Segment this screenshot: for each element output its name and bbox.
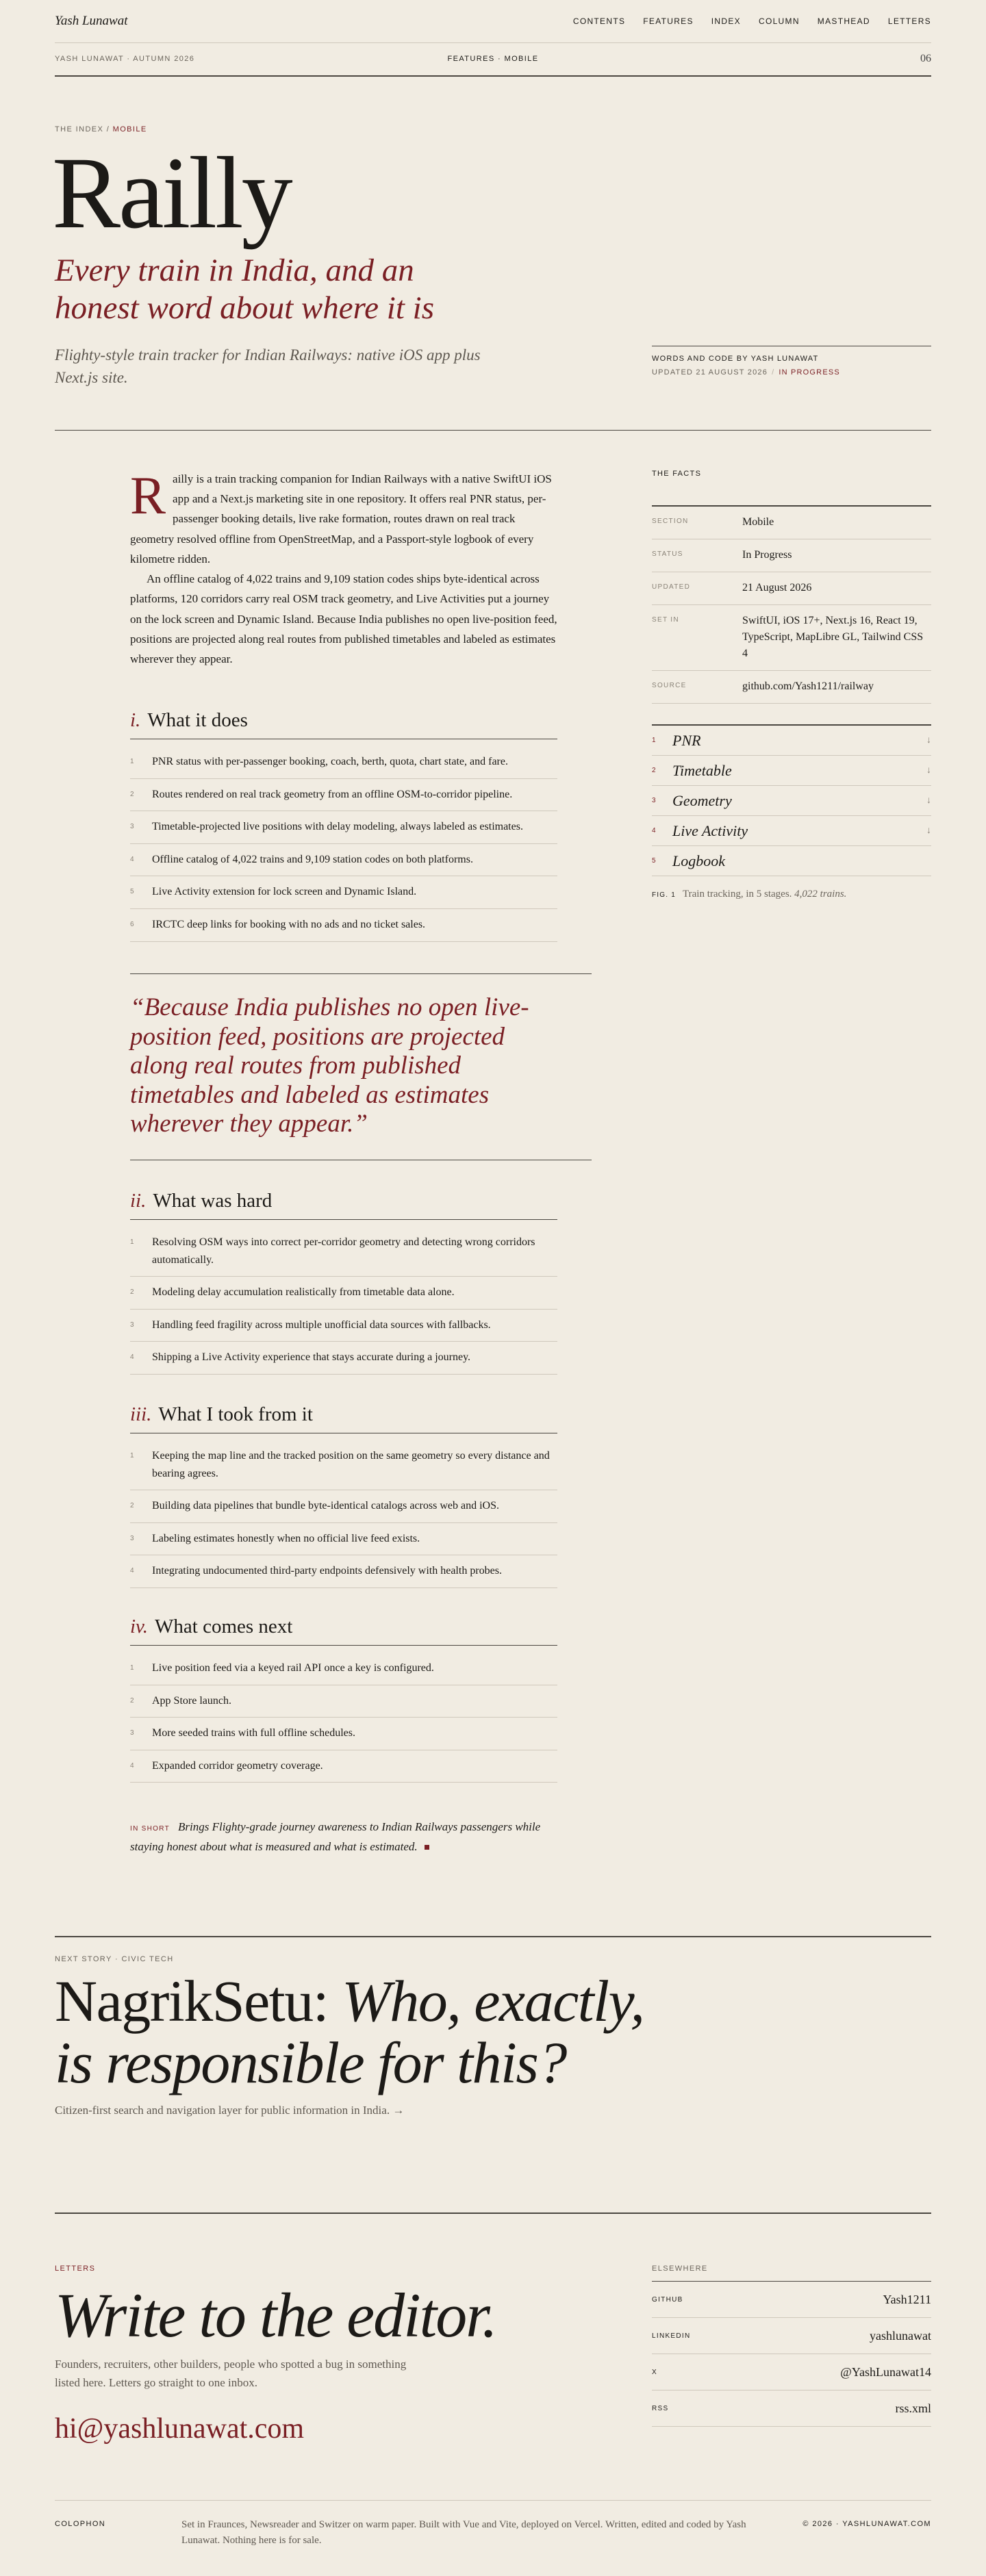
stage-item	[652, 786, 931, 816]
list-item-text: Building data pipelines that bundle byte-identical catalogs across web and iOS.	[152, 1500, 499, 1512]
next-story[interactable]	[55, 1936, 931, 2117]
elsewhere-link[interactable]: rss.xml	[895, 2401, 931, 2415]
updated-date: UPDATED 21 AUGUST 2026	[652, 368, 768, 377]
letters-label: LETTERS	[55, 2265, 96, 2273]
list-item-text: Handling feed fragility across multiple unofficial data sources with fallbacks.	[152, 1318, 491, 1331]
elsewhere-link[interactable]: @YashLunawat14	[840, 2364, 931, 2379]
list-item-text: Keeping the map line and the tracked position on the same geometry so every distance and bearing agrees.	[152, 1450, 550, 1479]
running-head-section: FEATURES · MOBILE	[447, 55, 539, 63]
list-item-text: More seeded trains with full offline schedules.	[152, 1727, 355, 1739]
breadcrumb-category[interactable]: MOBILE	[112, 125, 147, 133]
facts-heading: THE FACTS	[652, 470, 931, 507]
elsewhere-link[interactable]: Yash1211	[883, 2292, 931, 2306]
list-item-text: Timetable-projected live positions with delay modeling, always labeled as estimates.	[152, 821, 523, 833]
byline-author: WORDS AND CODE BY YASH LUNAWAT	[652, 355, 819, 363]
nav-link-index[interactable]: INDEX	[711, 16, 741, 26]
email-link[interactable]: hi@yashlunawat.com	[55, 2413, 305, 2445]
list-item: 2 Routes rendered on real track geometry from an offline OSM-to-corridor pipeline.	[130, 779, 557, 812]
standfirst: Flighty-style train tracker for Indian Railways: native iOS app plus Next.js site.	[55, 346, 481, 387]
stage-label: PNR	[672, 731, 701, 749]
section-list	[130, 1227, 557, 1375]
next-story-title-italic: Who, exactly, is responsible for this?	[55, 1968, 644, 2096]
elsewhere-row-github[interactable]	[652, 2282, 931, 2318]
figure-label: FIG. 1	[652, 891, 676, 899]
stage-label: Geometry	[672, 791, 732, 809]
list-item: 3 More seeded trains with full offline schedules.	[130, 1718, 557, 1750]
intro-text: ailly is a train tracking companion for Indian Railways with a native SwiftUI iOS app and a Next.js marketing site in one repository. It offers real PNR status, per-passenger booking details, live rake formation, routes drawn on real track geometry resolved offline from OpenStreetMap, and a Passport-style logbook of every kilometre ridden.	[130, 472, 552, 565]
list-item: 1 Resolving OSM ways into correct per-corridor geometry and detecting wrong corridors automatically.	[130, 1227, 557, 1277]
byline	[652, 346, 931, 377]
article-body	[130, 466, 557, 669]
stage-label: Live Activity	[672, 821, 748, 839]
list-item-text: Shipping a Live Activity experience that stays accurate during a journey.	[152, 1351, 471, 1364]
elsewhere-link[interactable]: yashlunawat	[870, 2328, 931, 2343]
list-item-text: Resolving OSM ways into correct per-corridor geometry and detecting wrong corridors automatically.	[152, 1236, 535, 1266]
list-item-text: Live Activity extension for lock screen and Dynamic Island.	[152, 886, 417, 898]
colophon-label: COLOPHON	[55, 2520, 106, 2528]
page-number: 06	[920, 53, 931, 64]
elsewhere-row-rss[interactable]	[652, 2390, 931, 2427]
elsewhere-heading: ELSEWHERE	[652, 2265, 931, 2282]
stage-number: 2	[652, 767, 656, 774]
pull-quote-text: “Because India publishes no open live-position feed, positions are projected along real routes from published timetables and labeled as estimates wherever they appear.”	[130, 993, 529, 1138]
section-what-comes-next	[130, 1616, 557, 1783]
section-number: iv.	[130, 1616, 149, 1637]
stage-item	[652, 846, 931, 876]
section-what-i-took	[130, 1403, 557, 1588]
stage-item	[652, 726, 931, 756]
pull-quote	[130, 973, 592, 1160]
next-story-title-plain: NagrikSetu:	[55, 1968, 329, 2034]
nav-link-column[interactable]: COLUMN	[758, 16, 800, 26]
section-list	[130, 1653, 557, 1783]
letters-heading: Write to the editor.	[55, 2280, 496, 2350]
section-heading	[130, 1616, 557, 1646]
list-item: 4 Expanded corridor geometry coverage.	[130, 1750, 557, 1783]
fact-value: In Progress	[742, 549, 792, 561]
list-item: 6 IRCTC deep links for booking with no ads and no ticket sales.	[130, 909, 557, 942]
top-nav	[55, 0, 931, 43]
list-item: 2 Modeling delay accumulation realistically from timetable data alone.	[130, 1277, 557, 1310]
fact-key: SET IN	[652, 616, 679, 624]
next-story-title[interactable]	[55, 1970, 671, 2094]
list-item: 5 Live Activity extension for lock screen and Dynamic Island.	[130, 876, 557, 909]
status-badge: IN PROGRESS	[779, 368, 840, 377]
list-item-text: Expanded corridor geometry coverage.	[152, 1759, 323, 1772]
stage-item	[652, 816, 931, 846]
figure-caption	[652, 889, 846, 900]
fact-row-source	[652, 671, 931, 704]
letters-section	[55, 2212, 931, 2445]
source-link[interactable]: github.com/Yash1211/railway	[742, 680, 874, 692]
fact-row-updated	[652, 572, 931, 605]
list-item: 1 PNR status with per-passenger booking, coach, berth, quota, chart state, and fare.	[130, 746, 557, 779]
list-item-text: Offline catalog of 4,022 trains and 9,109 station codes on both platforms.	[152, 853, 473, 865]
arrow-down-icon: ↓	[926, 825, 931, 836]
section-list	[130, 746, 557, 942]
article-deck: Every train in India, and an honest word about where it is	[55, 253, 434, 326]
fact-key: STATUS	[652, 550, 683, 558]
section-title: What was hard	[153, 1190, 273, 1212]
second-paragraph: An offline catalog of 4,022 trains and 9,109 station codes ships byte-identical across platforms, 120 corridors carry real OSM track geometry, and Live Activities put a journey on the lock screen and Dynamic Island. Because India publishes no open live-position feed, positions are projected along real routes from published timetables and labeled as estimates wherever they appear.	[130, 572, 557, 666]
copyright[interactable]: © 2026 · YASHLUNAWAT.COM	[802, 2520, 931, 2528]
figure-note: 4,022 trains.	[794, 889, 847, 900]
fact-key: SOURCE	[652, 682, 687, 689]
list-item: 3 Handling feed fragility across multiple unofficial data sources with fallbacks.	[130, 1310, 557, 1342]
colophon-text: Set in Fraunces, Newsreader and Switzer on warm paper. Built with Vue and Vite, deployed on Vercel. Written, edited and coded by Yash Lunawat. Nothing here is for sale.	[181, 2519, 746, 2547]
list-item-text: Labeling estimates honestly when no official live feed exists.	[152, 1532, 420, 1544]
fact-row-section	[652, 507, 931, 539]
elsewhere-row-x[interactable]	[652, 2354, 931, 2390]
nav-link-masthead[interactable]: MASTHEAD	[817, 16, 870, 26]
list-item-text: Integrating undocumented third-party endpoints defensively with health probes.	[152, 1565, 502, 1577]
section-title: What I took from it	[158, 1403, 313, 1425]
list-item: 3 Labeling estimates honestly when no official live feed exists.	[130, 1523, 557, 1556]
nav-link-features[interactable]: FEATURES	[643, 16, 694, 26]
stages-diagram	[652, 724, 931, 876]
stage-label: Timetable	[672, 761, 732, 779]
figure-caption-text: Train tracking, in 5 stages.	[682, 889, 792, 900]
drop-cap: R	[130, 466, 166, 525]
fact-key: UPDATED	[652, 583, 691, 591]
page-title: Railly	[52, 136, 291, 250]
list-item: 3 Timetable-projected live positions with delay modeling, always labeled as estimates.	[130, 811, 557, 844]
stage-number: 4	[652, 827, 656, 834]
stage-label: Logbook	[672, 852, 725, 869]
elsewhere-row-linkedin[interactable]	[652, 2318, 931, 2354]
fact-value: 21 August 2026	[742, 582, 812, 594]
running-head	[55, 42, 931, 77]
section-number: i.	[130, 709, 141, 731]
nav-link-contents[interactable]: CONTENTS	[572, 16, 626, 26]
list-item-text: IRCTC deep links for booking with no ads and no ticket sales.	[152, 918, 426, 930]
in-short-text: Brings Flighty-grade journey awareness to Indian Railways passengers while staying honest about what is measured and what is estimated.	[130, 1820, 541, 1853]
list-item-text: Live position feed via a keyed rail API once a key is configured.	[152, 1662, 434, 1674]
list-item: 1 Keeping the map line and the tracked position on the same geometry so every distance and bearing agrees.	[130, 1440, 557, 1490]
list-item: 4 Offline catalog of 4,022 trains and 9,109 station codes on both platforms.	[130, 844, 557, 877]
section-heading	[130, 1403, 557, 1433]
in-short-label: IN SHORT	[130, 1825, 170, 1833]
nav-links	[573, 16, 931, 26]
arrow-down-icon: ↓	[926, 795, 931, 806]
list-item: 2 App Store launch.	[130, 1685, 557, 1718]
list-item: 1 Live position feed via a keyed rail API once a key is configured.	[130, 1653, 557, 1685]
elsewhere-key: LINKEDIN	[652, 2332, 691, 2340]
list-item-text: App Store launch.	[152, 1694, 231, 1707]
section-heading	[130, 709, 557, 739]
next-story-subtitle[interactable]: Citizen-first search and navigation layer for public information in India. →	[55, 2103, 405, 2117]
elsewhere-key: GITHUB	[652, 2295, 683, 2304]
elsewhere-key: X	[652, 2368, 657, 2376]
list-item: 2 Building data pipelines that bundle byte-identical catalogs across web and iOS.	[130, 1490, 557, 1523]
list-item-text: Modeling delay accumulation realistically from timetable data alone.	[152, 1286, 455, 1299]
section-heading	[130, 1190, 557, 1220]
byline-meta: UPDATED 21 AUGUST 2026 / IN PROGRESS	[652, 368, 840, 377]
section-title: What it does	[147, 709, 248, 731]
section-what-was-hard	[130, 1190, 557, 1375]
fact-value: Mobile	[742, 516, 774, 528]
breadcrumb	[55, 125, 147, 133]
in-short-summary	[130, 1818, 557, 1857]
list-item-text: Routes rendered on real track geometry from an offline OSM-to-corridor pipeline.	[152, 788, 513, 800]
section-title: What comes next	[155, 1616, 293, 1637]
breadcrumb-index[interactable]: THE INDEX /	[55, 125, 110, 133]
fact-row-set-in	[652, 605, 931, 671]
list-item: 4 Shipping a Live Activity experience that stays accurate during a journey.	[130, 1342, 557, 1375]
stage-number: 3	[652, 797, 656, 804]
section-what-it-does	[130, 709, 557, 942]
stage-item	[652, 756, 931, 786]
arrow-down-icon: ↓	[926, 765, 931, 776]
site-brand[interactable]: Yash Lunawat	[55, 14, 128, 28]
section-list	[130, 1440, 557, 1588]
fact-key: SECTION	[652, 518, 689, 525]
intro-paragraph	[130, 466, 557, 569]
arrow-down-icon: ↓	[926, 735, 931, 745]
next-story-label: NEXT STORY · CIVIC TECH	[55, 1955, 174, 1963]
section-number: iii.	[130, 1403, 152, 1425]
fact-value: SwiftUI, iOS 17+, Next.js 16, React 19, TypeScript, MapLibre GL, Tailwind CSS 4	[742, 615, 924, 659]
fact-row-status	[652, 539, 931, 572]
elsewhere-panel	[652, 2265, 931, 2427]
elsewhere-key: RSS	[652, 2404, 669, 2412]
end-mark-icon	[425, 1845, 429, 1850]
colophon	[55, 2500, 931, 2547]
stage-number: 5	[652, 857, 656, 865]
list-item-text: PNR status with per-passenger booking, coach, berth, quota, chart state, and fare.	[152, 756, 508, 767]
section-number: ii.	[130, 1190, 147, 1212]
running-head-left: YASH LUNAWAT · AUTUMN 2026	[55, 55, 195, 63]
nav-link-letters[interactable]: LETTERS	[887, 16, 931, 26]
letters-description: Founders, recruiters, other builders, people who spotted a bug in something listed here. Letters go straight to one inbox.	[55, 2358, 407, 2390]
list-item: 4 Integrating undocumented third-party endpoints defensively with health probes.	[130, 1555, 557, 1588]
facts-panel	[652, 470, 931, 704]
hero-divider	[55, 430, 931, 431]
stage-number: 1	[652, 737, 656, 744]
